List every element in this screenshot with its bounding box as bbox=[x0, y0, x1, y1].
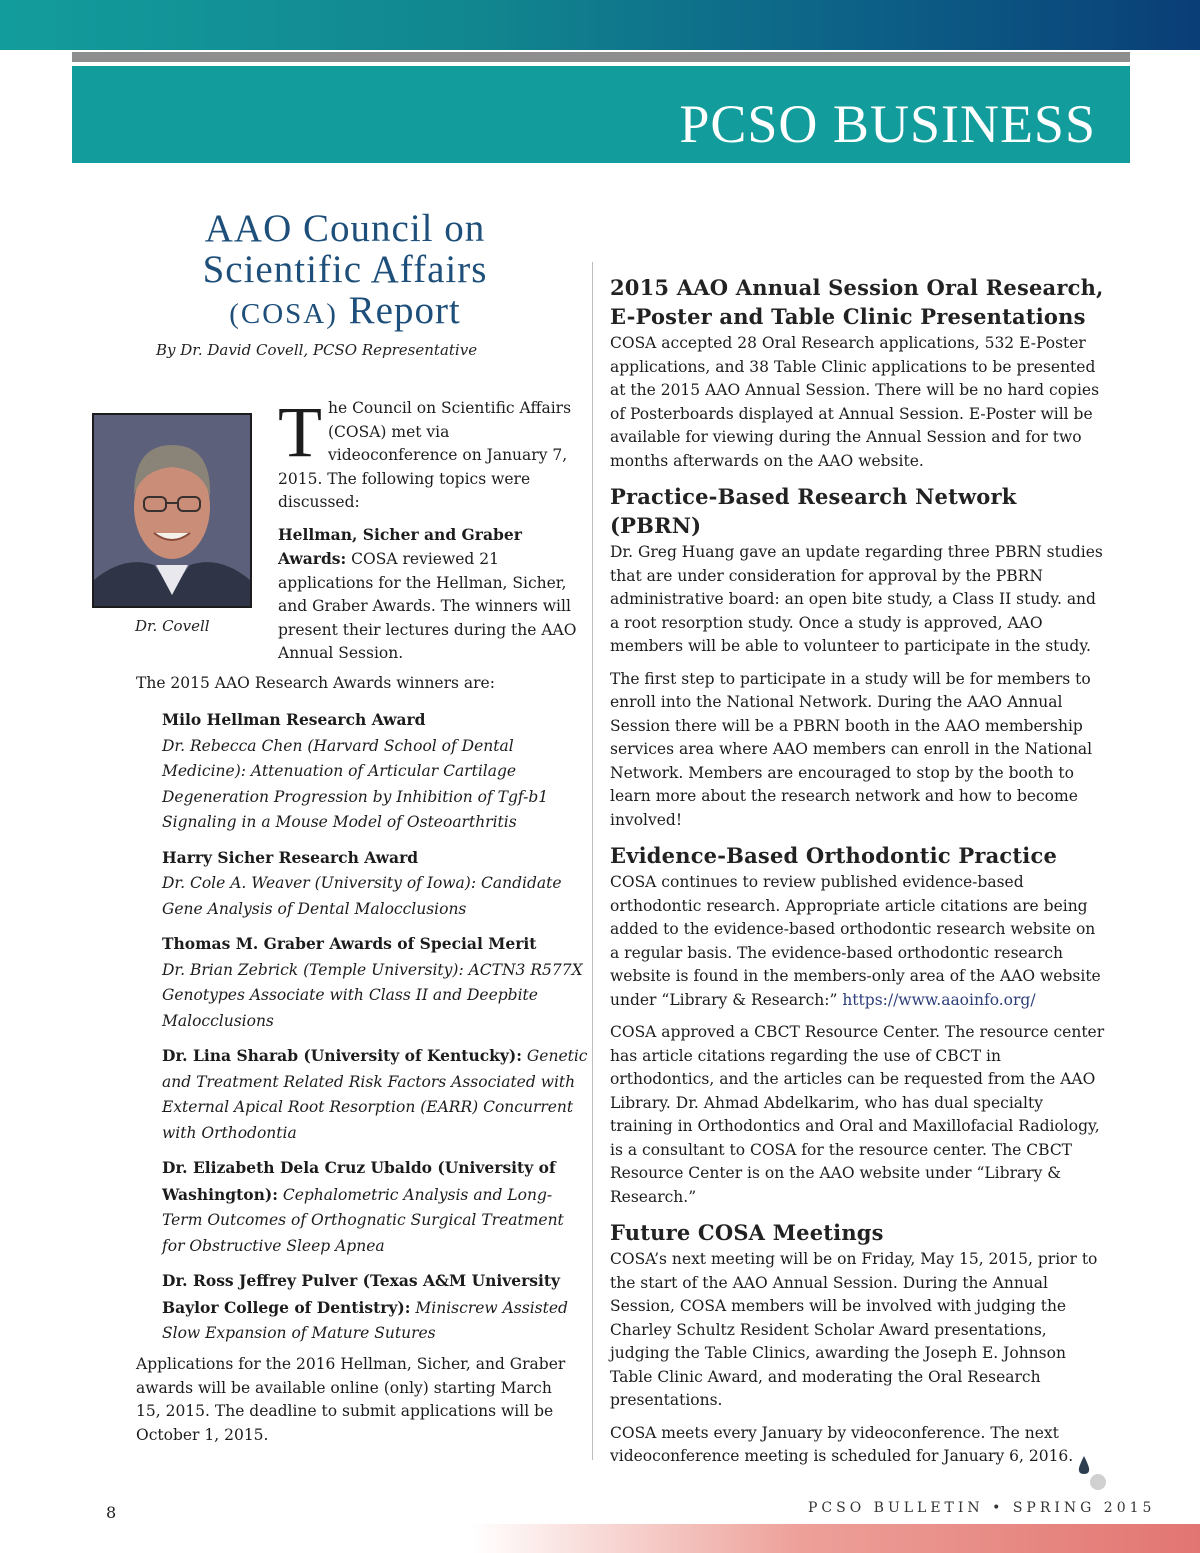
awards-heading: Hellman, Sicher and Graber Awards: bbox=[278, 524, 522, 568]
winner-award-name: Milo Hellman Research Award bbox=[162, 710, 426, 729]
heading-future-meetings: Future COSA Meetings bbox=[610, 1220, 884, 1245]
winner-award-name: Thomas M. Graber Awards of Special Merit bbox=[162, 934, 537, 953]
paragraph: Dr. Greg Huang gave an update regarding three PBRN studies that are under consideration for approval by the PBRN administrative board: an open bite study, a Class II study. and a root resorption study. Once a study is approved, AAO members will be able to volunteer to participate in the study. bbox=[610, 543, 1103, 655]
heading-pbrn: Practice-Based Research Network (PBRN) bbox=[610, 484, 1017, 538]
paragraph: The first step to participate in a study will be for members to enroll into the National Network. During the AAO Annual Session there will be a PBRN booth in the AAO membership services area where AAO members can enroll in the National Network. Members are encouraged to stop by the booth to learn more about the research network and how to become involved! bbox=[610, 669, 1093, 829]
winner-name: Dr. Ross Jeffrey Pulver (Texas A&M University Baylor College of Dentistry): bbox=[162, 1271, 561, 1317]
drop-cap: T bbox=[278, 392, 322, 472]
title-acronym: (COSA) bbox=[229, 298, 338, 330]
winner-details: Dr. Brian Zebrick (Temple University): ACTN3 R577X Genotypes Associate with Class II and Deepbite Malocclusions bbox=[162, 960, 583, 1030]
paragraph bbox=[610, 871, 1108, 1012]
winner-award-name: Harry Sicher Research Award bbox=[162, 847, 419, 867]
winner-details: Cephalometric Analysis and Long-Term Outcomes of Orthognatic Surgical Treatment for Obstructive Sleep Apnea bbox=[162, 1185, 564, 1255]
intro-block bbox=[278, 392, 578, 674]
article-title bbox=[120, 208, 570, 335]
applications-paragraph: Applications for the 2016 Hellman, Sicher, and Graber awards will be available online (only) starting March 15, 2015. The deadline to submit applications will be October 1, 2015. bbox=[136, 1355, 566, 1444]
heading-annual-session: 2015 AAO Annual Session Oral Research, E-Poster and Table Clinic Presentations bbox=[610, 275, 1104, 329]
winners-list bbox=[162, 707, 588, 1356]
paragraph: COSA accepted 28 Oral Research applications, 532 E-Poster applications, and 38 Table Clinic applications to be presented at the 2015 AAO Annual Session. There will be no hard copies of Posterboards displayed at Annual Session. E-Poster will be available for viewing during the Annual Session and for two months afterwards on the AAO website. bbox=[610, 334, 1100, 470]
winner-details: Dr. Rebecca Chen (Harvard School of Dental Medicine): Attenuation of Articular Cartilage Degeneration Progression by Inhibition of Tgf-b1 Signaling in a Mouse Model of Osteoarthritis bbox=[162, 736, 549, 831]
paragraph: COSA’s next meeting will be on Friday, May 15, 2015, prior to the start of the AAO Annual Session. During the Annual Session, COSA members will be involved with judging the Charley Schultz Resident Scholar Award presentations, judging the Table Clinics, awarding the Joseph E. Johnson Table Clinic Award, and moderating the Oral Research presentations. bbox=[610, 1250, 1098, 1409]
awards-text: COSA reviewed 21 applications for the Hellman, Sicher, and Graber Awards. The winners will present their lectures during the AAO Annual Session. bbox=[278, 550, 577, 662]
column-divider bbox=[592, 262, 593, 1460]
page-number: 8 bbox=[106, 1503, 117, 1522]
paragraph: COSA meets every January by videoconference. The next videoconference meeting is scheduled for January 6, 2016. bbox=[610, 1423, 1074, 1465]
intro-paragraph bbox=[278, 392, 578, 515]
winner-item bbox=[162, 707, 588, 836]
section-title: PCSO BUSINESS bbox=[679, 94, 1096, 154]
footer-publication: PCSO BULLETIN • SPRING 2015 bbox=[808, 1500, 1156, 1516]
title-line-3 bbox=[120, 290, 570, 335]
bottom-accent-band bbox=[470, 1524, 1200, 1553]
photo-caption: Dr. Covell bbox=[135, 617, 210, 635]
winner-details: Miniscrew Assisted Slow Expansion of Mature Sutures bbox=[162, 1298, 568, 1342]
heading-evidence-based: Evidence-Based Orthodontic Practice bbox=[610, 843, 1058, 868]
byline: By Dr. David Covell, PCSO Representative bbox=[156, 341, 478, 359]
paragraph: COSA approved a CBCT Resource Center. The resource center has article citations regarding the use of CBCT in orthodontics, and the articles can be requested from the AAO Library. Dr. Ahmad Abdelkarim, who has dual specialty training in Orthodontics and Oral and Maxillofacial Radiology, is a consultant to COSA for the resource center. The CBCT Resource Center is on the AAO website under “Library & Research.” bbox=[610, 1023, 1105, 1206]
section-banner bbox=[72, 66, 1130, 163]
winner-item bbox=[162, 1268, 588, 1347]
title-line-3-rest: Report bbox=[337, 289, 461, 332]
top-header-band bbox=[0, 0, 1200, 50]
right-column bbox=[610, 273, 1108, 1478]
header-rule bbox=[72, 52, 1130, 62]
winners-intro: The 2015 AAO Research Awards winners are: bbox=[136, 674, 495, 692]
paragraph-text: COSA continues to review published evidence-based orthodontic research. Appropriate article citations are being added to the evidence-based orthodontic research website on a regular basis. The evidence-based orthodontic research website is found in the members-only area of the AAO website under “Library & Research:” bbox=[610, 873, 1101, 1009]
title-line-2: Scientific Affairs bbox=[202, 248, 488, 291]
winner-item bbox=[162, 845, 588, 923]
winner-details: Genetic and Treatment Related Risk Factors Associated with External Apical Root Resorption (EARR) Concurrent with Orthodontia bbox=[162, 1047, 588, 1142]
winner-name: Dr. Elizabeth Dela Cruz Ubaldo (University of Washington): bbox=[162, 1158, 556, 1204]
winner-item bbox=[162, 1043, 588, 1146]
title-line-1: AAO Council on bbox=[204, 207, 486, 250]
aaoinfo-link[interactable]: https://www.aaoinfo.org/ bbox=[842, 990, 1036, 1009]
author-photo bbox=[92, 413, 252, 608]
end-mark-drop-icon bbox=[1076, 1456, 1106, 1492]
awards-paragraph bbox=[278, 523, 578, 666]
winner-details: Dr. Cole A. Weaver (University of Iowa): Candidate Gene Analysis of Dental Malocclusions bbox=[162, 874, 562, 918]
winner-item bbox=[162, 931, 588, 1034]
winner-name: Dr. Lina Sharab (University of Kentucky): bbox=[162, 1046, 522, 1065]
winner-item bbox=[162, 1155, 588, 1259]
intro-text: he Council on Scientific Affairs (COSA) met via videoconference on January 7, 2015. The following topics were discussed: bbox=[278, 399, 572, 511]
